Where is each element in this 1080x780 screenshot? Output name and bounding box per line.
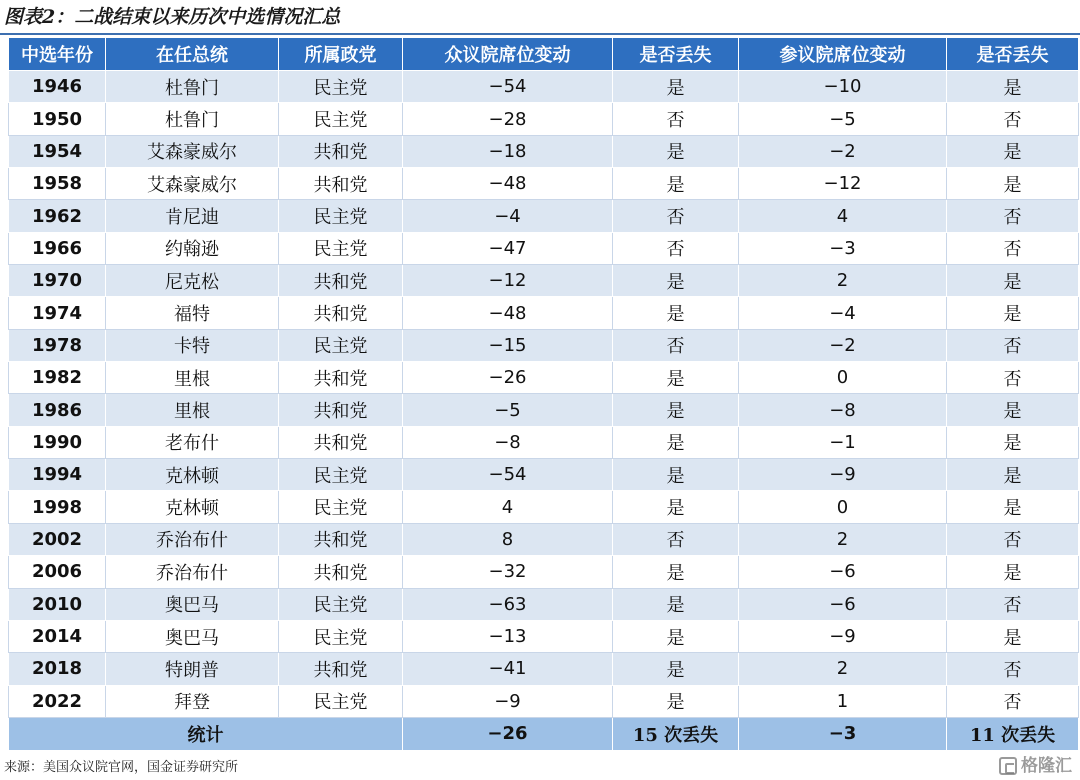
cell-house-change: −63 [403, 588, 613, 620]
cell-senate-change: −10 [739, 71, 947, 103]
table-row [9, 232, 1079, 264]
cell-year: 2010 [9, 588, 106, 620]
cell-house-lost: 是 [613, 168, 739, 200]
cell-house-change: −48 [403, 168, 613, 200]
cell-senate-lost: 是 [947, 620, 1079, 652]
summary-row [9, 717, 1079, 750]
cell-senate-lost: 是 [947, 297, 1079, 329]
cell-year: 2014 [9, 620, 106, 652]
cell-president: 约翰逊 [106, 232, 279, 264]
table-row [9, 523, 1079, 555]
cell-house-change: −54 [403, 459, 613, 491]
cell-senate-lost: 否 [947, 232, 1079, 264]
cell-party: 共和党 [279, 168, 403, 200]
cell-year: 1970 [9, 265, 106, 297]
cell-party: 共和党 [279, 265, 403, 297]
cell-senate-change: −1 [739, 426, 947, 458]
cell-house-change: 4 [403, 491, 613, 523]
cell-party: 民主党 [279, 685, 403, 717]
cell-house-change: −9 [403, 685, 613, 717]
cell-senate-lost: 是 [947, 71, 1079, 103]
watermark [999, 753, 1072, 779]
summary-house-change: −26 [403, 717, 613, 750]
cell-president: 老布什 [106, 426, 279, 458]
cell-senate-change: −6 [739, 588, 947, 620]
cell-house-lost: 否 [613, 103, 739, 135]
cell-senate-lost: 否 [947, 653, 1079, 685]
cell-senate-change: −8 [739, 394, 947, 426]
cell-senate-lost: 是 [947, 265, 1079, 297]
cell-party: 民主党 [279, 103, 403, 135]
watermark-text: 格隆汇 [1021, 756, 1072, 776]
table-row [9, 588, 1079, 620]
cell-president: 艾森豪威尔 [106, 135, 279, 167]
cell-senate-lost: 是 [947, 135, 1079, 167]
cell-year: 1962 [9, 200, 106, 232]
table-body [9, 71, 1079, 718]
cell-year: 2018 [9, 653, 106, 685]
table-row [9, 329, 1079, 361]
cell-party: 民主党 [279, 200, 403, 232]
summary-house-lost: 15 次丢失 [613, 717, 739, 750]
cell-president: 克林顿 [106, 491, 279, 523]
cell-senate-change: −3 [739, 232, 947, 264]
cell-year: 1998 [9, 491, 106, 523]
cell-party: 共和党 [279, 523, 403, 555]
cell-house-change: −13 [403, 620, 613, 652]
cell-senate-lost: 是 [947, 168, 1079, 200]
header-senate-lost: 是否丢失 [947, 38, 1079, 71]
cell-president: 肯尼迪 [106, 200, 279, 232]
cell-senate-change: −2 [739, 329, 947, 361]
cell-party: 民主党 [279, 329, 403, 361]
cell-house-lost: 是 [613, 362, 739, 394]
cell-senate-lost: 否 [947, 329, 1079, 361]
cell-party: 共和党 [279, 426, 403, 458]
cell-year: 2022 [9, 685, 106, 717]
header-president: 在任总统 [106, 38, 279, 71]
cell-president: 乔治布什 [106, 556, 279, 588]
table-row [9, 297, 1079, 329]
summary-senate-lost: 11 次丢失 [947, 717, 1079, 750]
cell-house-lost: 否 [613, 232, 739, 264]
cell-year: 1946 [9, 71, 106, 103]
cell-house-change: −18 [403, 135, 613, 167]
table-row [9, 168, 1079, 200]
table-row [9, 71, 1079, 103]
cell-house-change: −54 [403, 71, 613, 103]
cell-president: 里根 [106, 394, 279, 426]
cell-party: 民主党 [279, 71, 403, 103]
cell-senate-lost: 是 [947, 459, 1079, 491]
cell-house-lost: 是 [613, 556, 739, 588]
cell-year: 1994 [9, 459, 106, 491]
cell-house-lost: 否 [613, 329, 739, 361]
cell-senate-change: 4 [739, 200, 947, 232]
cell-house-lost: 是 [613, 588, 739, 620]
table-header-row [9, 38, 1079, 71]
cell-senate-lost: 否 [947, 588, 1079, 620]
cell-house-lost: 是 [613, 620, 739, 652]
cell-house-change: −15 [403, 329, 613, 361]
cell-house-change: −4 [403, 200, 613, 232]
header-party: 所属政党 [279, 38, 403, 71]
cell-senate-lost: 否 [947, 685, 1079, 717]
header-house-change: 众议院席位变动 [403, 38, 613, 71]
cell-senate-change: 0 [739, 362, 947, 394]
cell-house-lost: 是 [613, 135, 739, 167]
header-year: 中选年份 [9, 38, 106, 71]
midterm-results-table [8, 37, 1079, 751]
header-house-lost: 是否丢失 [613, 38, 739, 71]
figure-title: 图表2：二战结束以来历次中选情况汇总 [4, 6, 341, 28]
cell-senate-lost: 是 [947, 426, 1079, 458]
cell-president: 尼克松 [106, 265, 279, 297]
cell-year: 1950 [9, 103, 106, 135]
cell-year: 1966 [9, 232, 106, 264]
cell-senate-change: 2 [739, 265, 947, 297]
cell-year: 1990 [9, 426, 106, 458]
cell-senate-change: 2 [739, 653, 947, 685]
cell-senate-lost: 否 [947, 362, 1079, 394]
cell-senate-lost: 否 [947, 103, 1079, 135]
cell-house-lost: 是 [613, 459, 739, 491]
cell-senate-change: 0 [739, 491, 947, 523]
cell-senate-change: −9 [739, 620, 947, 652]
cell-party: 共和党 [279, 135, 403, 167]
table-row [9, 394, 1079, 426]
cell-president: 福特 [106, 297, 279, 329]
table-row [9, 426, 1079, 458]
cell-president: 杜鲁门 [106, 71, 279, 103]
table-row [9, 620, 1079, 652]
cell-party: 民主党 [279, 588, 403, 620]
table-row [9, 685, 1079, 717]
source-note: 来源：美国众议院官网，国金证券研究所 [4, 760, 239, 775]
cell-year: 1974 [9, 297, 106, 329]
table-row [9, 653, 1079, 685]
cell-party: 民主党 [279, 459, 403, 491]
cell-president: 奥巴马 [106, 588, 279, 620]
cell-house-change: −5 [403, 394, 613, 426]
cell-senate-change: −2 [739, 135, 947, 167]
cell-house-lost: 否 [613, 200, 739, 232]
table-row [9, 459, 1079, 491]
cell-house-change: −47 [403, 232, 613, 264]
cell-president: 拜登 [106, 685, 279, 717]
cell-party: 共和党 [279, 362, 403, 394]
cell-senate-lost: 否 [947, 200, 1079, 232]
cell-party: 共和党 [279, 653, 403, 685]
cell-senate-change: −6 [739, 556, 947, 588]
title-underline [0, 33, 1080, 35]
cell-house-change: −26 [403, 362, 613, 394]
cell-house-lost: 是 [613, 685, 739, 717]
cell-party: 民主党 [279, 232, 403, 264]
cell-house-change: 8 [403, 523, 613, 555]
cell-house-lost: 否 [613, 523, 739, 555]
cell-house-change: −32 [403, 556, 613, 588]
summary-label: 统计 [9, 717, 403, 750]
table-row [9, 103, 1079, 135]
cell-senate-lost: 否 [947, 523, 1079, 555]
cell-president: 特朗普 [106, 653, 279, 685]
cell-house-change: −8 [403, 426, 613, 458]
watermark-logo-icon [999, 757, 1017, 775]
cell-party: 共和党 [279, 394, 403, 426]
cell-president: 杜鲁门 [106, 103, 279, 135]
cell-president: 卡特 [106, 329, 279, 361]
cell-senate-change: −5 [739, 103, 947, 135]
cell-house-lost: 是 [613, 426, 739, 458]
cell-house-lost: 是 [613, 653, 739, 685]
cell-year: 1986 [9, 394, 106, 426]
cell-house-lost: 是 [613, 297, 739, 329]
cell-year: 1978 [9, 329, 106, 361]
table-row [9, 135, 1079, 167]
cell-senate-change: −4 [739, 297, 947, 329]
cell-house-change: −48 [403, 297, 613, 329]
cell-year: 1954 [9, 135, 106, 167]
cell-president: 里根 [106, 362, 279, 394]
cell-house-lost: 是 [613, 265, 739, 297]
cell-senate-lost: 是 [947, 491, 1079, 523]
summary-senate-change: −3 [739, 717, 947, 750]
cell-party: 共和党 [279, 556, 403, 588]
cell-house-lost: 是 [613, 71, 739, 103]
cell-president: 克林顿 [106, 459, 279, 491]
cell-party: 民主党 [279, 491, 403, 523]
table-row [9, 491, 1079, 523]
cell-house-change: −28 [403, 103, 613, 135]
cell-year: 2006 [9, 556, 106, 588]
cell-party: 共和党 [279, 297, 403, 329]
cell-president: 艾森豪威尔 [106, 168, 279, 200]
cell-senate-lost: 是 [947, 556, 1079, 588]
cell-party: 民主党 [279, 620, 403, 652]
cell-senate-change: −9 [739, 459, 947, 491]
cell-year: 1958 [9, 168, 106, 200]
cell-senate-change: −12 [739, 168, 947, 200]
table-row [9, 556, 1079, 588]
cell-senate-lost: 是 [947, 394, 1079, 426]
cell-president: 乔治布什 [106, 523, 279, 555]
header-senate-change: 参议院席位变动 [739, 38, 947, 71]
table-row [9, 265, 1079, 297]
table-row [9, 362, 1079, 394]
cell-president: 奥巴马 [106, 620, 279, 652]
cell-house-change: −12 [403, 265, 613, 297]
cell-senate-change: 2 [739, 523, 947, 555]
cell-house-change: −41 [403, 653, 613, 685]
cell-house-lost: 是 [613, 394, 739, 426]
cell-senate-change: 1 [739, 685, 947, 717]
cell-year: 1982 [9, 362, 106, 394]
table-row [9, 200, 1079, 232]
cell-year: 2002 [9, 523, 106, 555]
cell-house-lost: 是 [613, 491, 739, 523]
